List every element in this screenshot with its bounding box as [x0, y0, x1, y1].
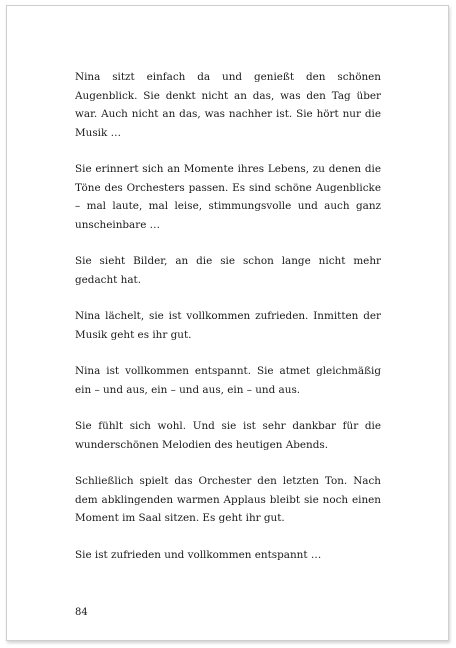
paragraph-2: Sie erinnert sich an Momente ihres Lebens, zu denen die Töne des Orchesters passen. Es sind schöne Augenblicke – mal laute, mal leise, stimmungsvolle und auch ganz unscheinbare … [75, 163, 381, 231]
body-text [75, 68, 381, 582]
paragraph-7: Schließlich spielt das Orchester den letzten Ton. Nach dem abklingenden warmen Applaus bleibt sie noch einen Moment im Saal sitzen. Es geht ihr gut. [75, 475, 381, 524]
paragraph-3: Sie sieht Bilder, an die sie schon lange nicht mehr gedacht hat. [75, 255, 381, 286]
book-page [6, 5, 449, 641]
paragraph-6: Sie fühlt sich wohl. Und sie ist sehr dankbar für die wunderschönen Melodien des heutigen Abends. [75, 420, 381, 451]
page-number: 84 [75, 607, 88, 618]
paragraph-4: Nina lächelt, sie ist vollkommen zufrieden. Inmitten der Musik geht es ihr gut. [75, 310, 381, 341]
paragraph-5: Nina ist vollkommen entspannt. Sie atmet gleichmäßig ein – und aus, ein – und aus, ein – und aus. [75, 365, 381, 396]
paragraph-1: Nina sitzt einfach da und genießt den schönen Augenblick. Sie denkt nicht an das, was den Tag über war. Auch nicht an das, was nachher ist. Sie hört nur die Musik … [75, 71, 381, 139]
paragraph-8: Sie ist zufrieden und vollkommen entspannt … [75, 548, 322, 561]
